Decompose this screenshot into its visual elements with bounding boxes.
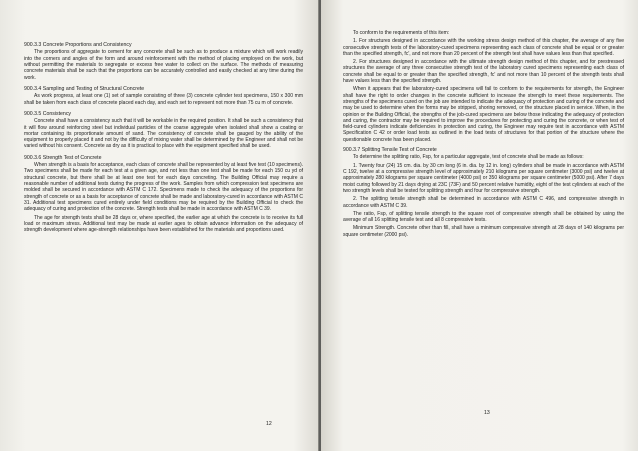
section-900-3-4	[24, 86, 303, 106]
paragraph: When it appears that the laboratory-cured specimens will fail to conform to the requirements for strength, the Engineer shall have the right to order changes in the concrete sufficient to increase the strength to meet these requirements. The strengths of the specimens cured on the job are intended to indicate the adequacy of protection and curing of the concrete and may be used to determine when the forms may be stripped, shoring removed, or the structure placed in service. When, in the opinion or the Building Official, the strengths of the job-cured specimens are below those indicating the adequacy of protection and curing, the contractor may be required to improve the procedures for protecting and curing the concrete, or when test of field-cured cylinders indicate deficiencies in protection and curing, the Engineer may require test in accordance with ASTM Specification C 42 or order load tests as outlined in the load tests of structures for that portion of the structure where the questionable concrete has been placed.	[343, 86, 624, 143]
paragraph: To determine the splitting ratio, Fsp, for a particular aggregate, test of concrete shall be made as follows:	[353, 154, 584, 161]
paragraph: 1. Twenty four (24) 15 cm. dia. by 30 cm long (6 in. dia. by 12 in. long) cylinders shall be made in accordance with ASTM C 192, twelve at a compressive strength level of approximately 210 kilograms per square centimeter (3000 psi) and twelve at approximately 280 kilograms per square centimeter (4000 psi) or 350 kilograms per square centimeter (5000 psi). After 7 days moist curing followed by 21 days drying at 23C (73F) and 50 percent relative humidity, eight of the test cylinders at each of the two strength levels shall be tested for splitting strength and four for compressive strength.	[343, 162, 624, 194]
paragraph: 2. The splitting tensile strength shall be determined in accordance with ASTM C 496, and compressive strength in accordance with ASTM C 39.	[343, 196, 624, 209]
section-900-3-7	[343, 147, 624, 238]
page-number: 13	[484, 410, 490, 416]
paragraph: As work progress, at least one (1) set of sample consisting of three (3) concrete cylinder test specimens, 150 x 300 mm shall be taken from each class of concrete placed each day, and each set to represent not more than 75 cu m of concrete.	[24, 93, 303, 106]
section-heading: 900.3.4 Sampling and Testing of Structural Concrete	[24, 85, 145, 92]
section-heading: 900.3.7 Splitting Tensile Test of Concrete	[343, 147, 437, 154]
paragraph: 2. For structures designed in accordance with the ultimate strength design method of this chapter, and for prestressed structures the average of any three consecutive strength test of the laboratory cured specimens representing each class of concrete shall be equal to or greater than the specified strength, fc' and not more than 10 percent of the strength tests shall have values less than the specified strength.	[343, 59, 624, 85]
section-heading: 900.3.3 Concrete Proportions and Consistency	[24, 42, 132, 48]
page-number: 12	[266, 421, 272, 427]
paragraph: The ratio, Fsp, of splitting tensile strength to the square root of compressive strength shall be obtained by using the average of all 16 splitting tensile test and all 8 compressive tests.	[343, 210, 624, 224]
paragraph: Minimum Strength. Concrete other than fill, shall have a minimum compressive strength at 28 days of 140 kilograms per square centimeter (2000 psi).	[343, 225, 624, 238]
section-heading: 900.3.5 Consistency	[24, 110, 72, 117]
right-page	[321, 0, 638, 451]
paragraph: When strength is a basis for acceptance, each class of concrete shall be represented by at least five test (10 specimens). Two specimens shall be made for each test at a given age, and not less than one test shall be made for each 150 cu yd of structural concrete, but there shall be at least one test for each days concreting. The Building Official may require a reasonable number of additional tests during the progress of the work. Samples from which compression test specimens are molded shall be secured in accordance with ASTM C 172. Specimens made to check the adequacy of the proportions for strength of concrete or as a basis for acceptance of concrete shall be made and laboratory-cured in accordance with ASTM C 31. Additional test specimens cured entirely under field conditions may be required by the Building Official to check the adequacy of curing and protection of the concrete. Strength tests shall be made in accordance with ASTM C 39.	[24, 162, 303, 213]
paragraph: Concrete shall have a consistency such that it will be workable in the required position. It shall be such a consistency that it will flow around reinforcing steel but individual particles of the coarse aggregate when isolated shall show a coating or mortar containing its proportionate amount of sand. The consistency of concrete shall be gauged by the ability of the equipment to properly placed it and not by the difficulty of mixing water shall be determined by the Engineer and shall not be varied without his consent. Concrete as dry as it is practical to place with the equipment specified shall be used.	[24, 118, 303, 150]
paragraph: The proportions of aggregate to cement for any concrete shall be such as to produce a mixture which will work readily into the corners and angles of the form and around reinforcement with the method of placing employed on the work, but without permitting the materials to segregate or excess free water to collect on the surface. The methods of measuring concrete materials shall be such that the proportions can be accurately controlled and easily checked at any time during the work.	[24, 49, 303, 81]
intro-text: To conform to the requirements of this item:	[353, 30, 450, 36]
section-900-3-3	[24, 42, 303, 81]
paragraph: The age for strength tests shall be 28 days or, where specified, the earlier age at which the concrete is to receive its full load or maximum stress. Additional test may be made at earlier ages to obtain advance information on the adequacy of strength development where age-strength relationships have been established for the materials and proportions used.	[24, 214, 303, 234]
section-heading: 900.3.6 Strength Test of Concrete	[24, 154, 102, 161]
section-900-3-6	[24, 155, 303, 234]
paragraph: 1. For structures designed in accordance with the working stress design method of this chapter, the average of any five consecutive strength tests of the laboratory-cured specimens representing each class of concrete shall be equal or or greater than the specified strength, fc', and not more than 20 percent of the strength test shall have values less than that specified.	[343, 38, 624, 57]
section-900-3-5	[24, 111, 303, 150]
